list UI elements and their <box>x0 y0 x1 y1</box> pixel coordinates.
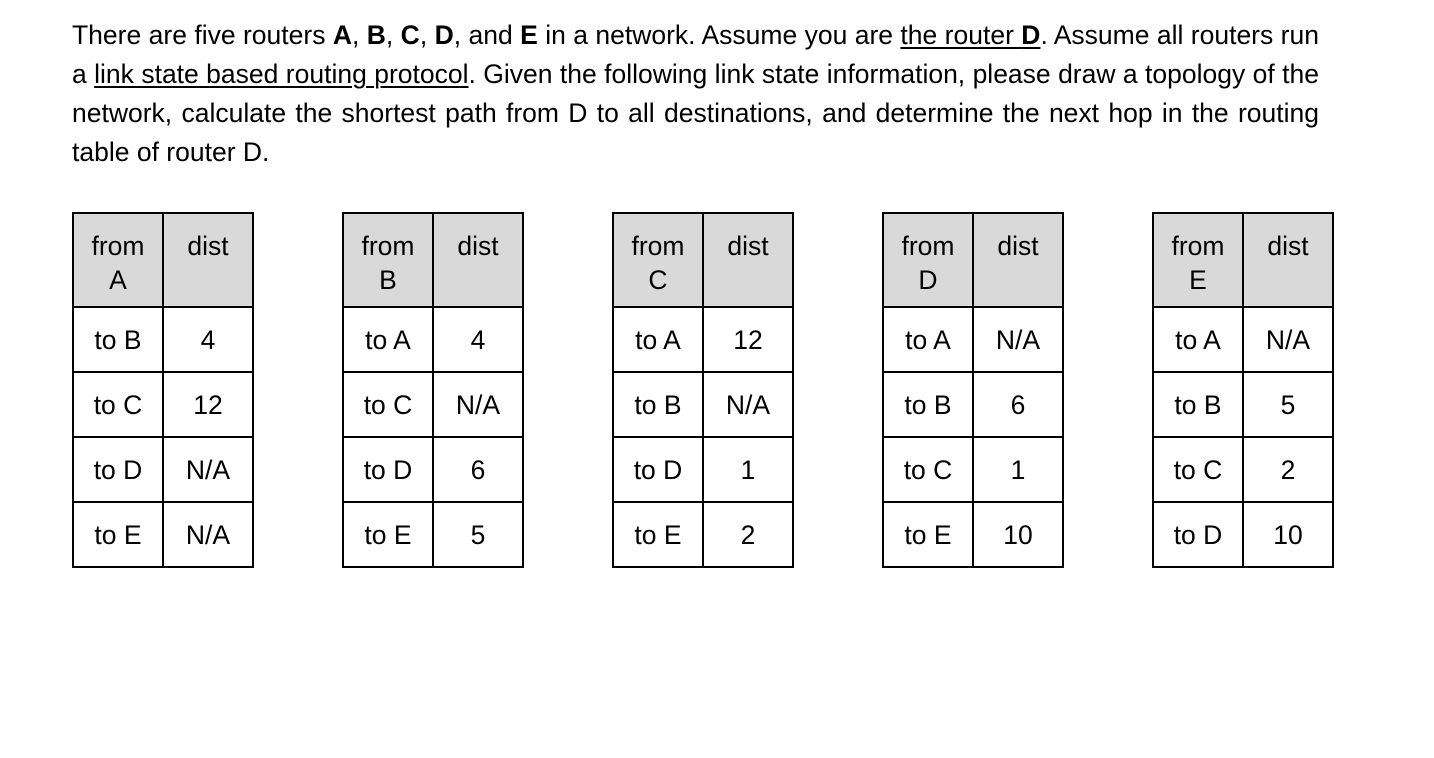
problem-text: There are five routers <box>72 20 333 50</box>
table-row <box>343 437 523 502</box>
from-router: E <box>1189 265 1207 295</box>
problem-separator: , <box>419 20 435 50</box>
problem-separator: , <box>352 20 367 50</box>
table-header-row <box>73 213 253 307</box>
from-router: D <box>918 265 938 295</box>
from-word: from <box>1171 231 1225 261</box>
table-row <box>613 437 793 502</box>
from-word: from <box>361 231 415 261</box>
link-state-table-c <box>612 212 794 568</box>
table-row <box>883 372 1063 437</box>
dist-header: dist <box>433 213 523 307</box>
link-state-table-a <box>72 212 254 568</box>
table-row <box>1153 502 1333 567</box>
table-row <box>1153 372 1333 437</box>
destination-cell: to C <box>883 437 973 502</box>
problem-statement <box>72 16 1319 172</box>
dist-header: dist <box>973 213 1063 307</box>
destination-cell: to C <box>343 372 433 437</box>
from-header <box>613 213 703 307</box>
distance-cell: 12 <box>703 307 793 372</box>
table-row <box>613 502 793 567</box>
dist-header: dist <box>163 213 253 307</box>
distance-cell: N/A <box>703 372 793 437</box>
table-header-row <box>613 213 793 307</box>
from-router: A <box>109 265 127 295</box>
table-row <box>613 307 793 372</box>
distance-cell: 12 <box>163 372 253 437</box>
from-header <box>343 213 433 307</box>
destination-cell: to E <box>613 502 703 567</box>
distance-cell: 10 <box>1243 502 1333 567</box>
from-header <box>883 213 973 307</box>
destination-cell: to C <box>1153 437 1243 502</box>
destination-cell: to D <box>613 437 703 502</box>
dist-header: dist <box>1243 213 1333 307</box>
destination-cell: to D <box>1153 502 1243 567</box>
destination-cell: to B <box>73 307 163 372</box>
from-header <box>73 213 163 307</box>
table-row <box>73 502 253 567</box>
dist-header: dist <box>703 213 793 307</box>
router-a-label: A <box>332 20 352 50</box>
table-row <box>883 502 1063 567</box>
distance-cell: N/A <box>973 307 1063 372</box>
destination-cell: to E <box>73 502 163 567</box>
distance-cell: 2 <box>703 502 793 567</box>
destination-cell: to A <box>613 307 703 372</box>
problem-separator: , <box>385 20 401 50</box>
from-word: from <box>631 231 685 261</box>
table-row <box>73 437 253 502</box>
destination-cell: to A <box>1153 307 1243 372</box>
distance-cell: 5 <box>1243 372 1333 437</box>
destination-cell: to C <box>73 372 163 437</box>
link-state-table-b <box>342 212 524 568</box>
destination-cell: to B <box>883 372 973 437</box>
distance-cell: 4 <box>163 307 253 372</box>
table-row <box>883 437 1063 502</box>
table-header-row <box>343 213 523 307</box>
router-c-label: C <box>400 20 420 50</box>
distance-cell: N/A <box>1243 307 1333 372</box>
table-row <box>343 372 523 437</box>
table-header-row <box>1153 213 1333 307</box>
problem-separator: , and <box>453 20 521 50</box>
destination-cell: to B <box>613 372 703 437</box>
destination-cell: to E <box>343 502 433 567</box>
link-state-table-d <box>882 212 1064 568</box>
from-router: B <box>379 265 397 295</box>
destination-cell: to D <box>73 437 163 502</box>
distance-cell: 10 <box>973 502 1063 567</box>
distance-cell: 4 <box>433 307 523 372</box>
distance-cell: 6 <box>973 372 1063 437</box>
emphasis-text: the router <box>900 20 1022 50</box>
router-b-label: B <box>366 20 386 50</box>
from-router: C <box>648 265 668 295</box>
table-row <box>73 307 253 372</box>
emphasis-router-d <box>900 20 1040 50</box>
from-header <box>1153 213 1243 307</box>
table-row <box>1153 307 1333 372</box>
distance-cell: 5 <box>433 502 523 567</box>
destination-cell: to A <box>343 307 433 372</box>
problem-text: . Given the following link state information, please draw a topology of the network, calculate the shortest path from D to all destinations, and determine the next hop in the routing table of router D. <box>72 59 1319 167</box>
emphasis-link-state-protocol: link state based routing protocol <box>94 59 469 89</box>
distance-cell: 1 <box>703 437 793 502</box>
destination-cell: to E <box>883 502 973 567</box>
router-e-label: E <box>520 20 538 50</box>
distance-cell: N/A <box>163 437 253 502</box>
router-d-label: D <box>434 20 454 50</box>
link-state-tables <box>72 212 1334 564</box>
problem-text: . Assume all routers run a <box>72 20 1319 89</box>
distance-cell: 6 <box>433 437 523 502</box>
from-word: from <box>91 231 145 261</box>
from-word: from <box>901 231 955 261</box>
table-row <box>1153 437 1333 502</box>
destination-cell: to A <box>883 307 973 372</box>
table-row <box>73 372 253 437</box>
distance-cell: N/A <box>433 372 523 437</box>
destination-cell: to B <box>1153 372 1243 437</box>
table-row <box>613 372 793 437</box>
table-header-row <box>883 213 1063 307</box>
table-row <box>343 502 523 567</box>
link-state-table-e <box>1152 212 1334 568</box>
distance-cell: 1 <box>973 437 1063 502</box>
distance-cell: N/A <box>163 502 253 567</box>
distance-cell: 2 <box>1243 437 1333 502</box>
emphasis-router-d-letter: D <box>1021 20 1041 50</box>
table-row <box>343 307 523 372</box>
destination-cell: to D <box>343 437 433 502</box>
problem-text: in a network. Assume you are <box>537 20 901 50</box>
table-row <box>883 307 1063 372</box>
